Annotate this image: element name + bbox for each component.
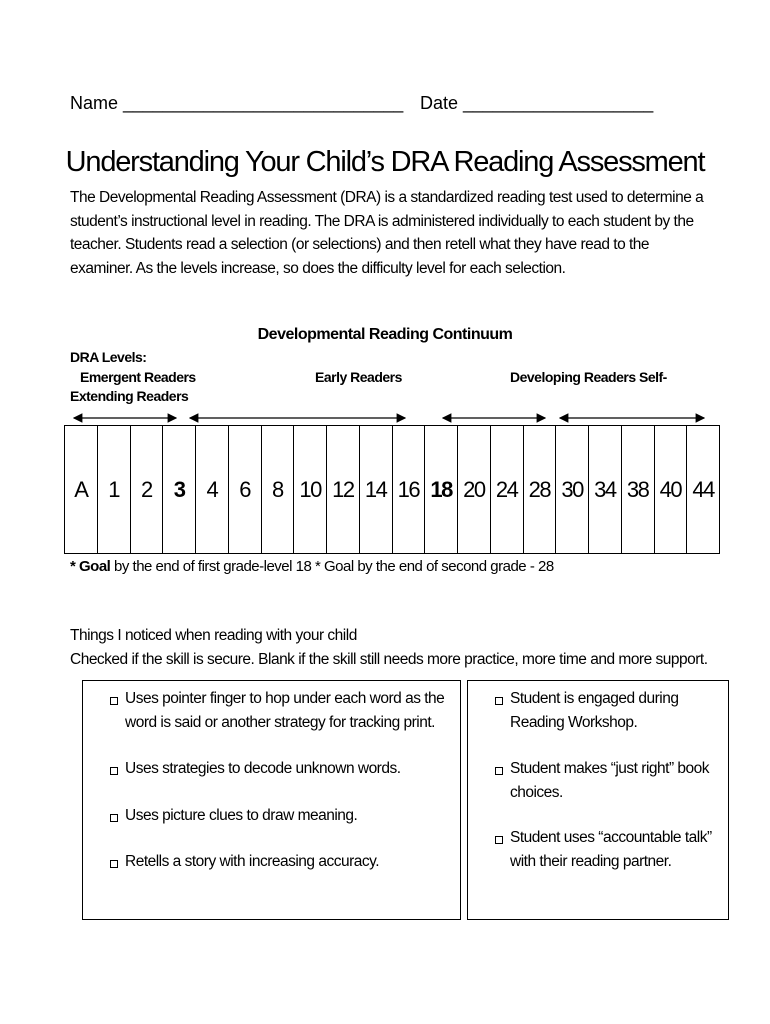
dra-level-cell: 12 xyxy=(327,426,360,554)
skill-text: Retells a story with increasing accuracy. xyxy=(125,853,380,870)
skill-item-left xyxy=(125,804,445,828)
dra-level-cell: A xyxy=(65,426,98,554)
noticed-instructions: Checked if the skill is secure. Blank if the skill still needs more practice, more time and more support. xyxy=(70,651,708,668)
dra-level-cell: 28 xyxy=(523,426,556,554)
dra-level-cell: 18 xyxy=(425,426,458,554)
skill-text: Student uses “accountable talk” with their reading partner. xyxy=(510,829,712,870)
dra-level-cell: 3 xyxy=(163,426,196,554)
dra-level-cell: 4 xyxy=(196,426,229,554)
goal-statement xyxy=(70,558,554,575)
skill-text: Uses pointer finger to hop under each word as the word is said or another strategy for tracking print. xyxy=(125,690,445,731)
skill-item-right xyxy=(510,826,722,873)
dra-level-cell: 44 xyxy=(687,426,720,554)
skills-box-right xyxy=(467,680,729,920)
noticed-heading: Things I noticed when reading with your child xyxy=(70,627,357,644)
skill-checkbox[interactable] xyxy=(110,814,118,822)
goal-details: by the end of first grade-level 18 * Goal by the end of second grade - 28 xyxy=(110,558,554,575)
stage-arrows xyxy=(0,408,770,426)
page-title: Understanding Your Child’s DRA Reading Assessment xyxy=(65,146,705,178)
dra-level-cell: 40 xyxy=(654,426,687,554)
dra-level-cell: 2 xyxy=(130,426,163,554)
dra-level-cell: 20 xyxy=(458,426,491,554)
skill-item-right xyxy=(510,757,722,804)
dra-levels-table xyxy=(64,425,720,554)
skill-checkbox[interactable] xyxy=(495,767,503,775)
dra-level-cell: 24 xyxy=(490,426,523,554)
dra-level-cell: 14 xyxy=(359,426,392,554)
continuum-heading: Developmental Reading Continuum xyxy=(257,326,513,343)
goal-keyword: * Goal xyxy=(70,558,111,575)
skill-item-left xyxy=(125,850,445,874)
dra-level-cell: 34 xyxy=(589,426,622,554)
skill-text: Uses strategies to decode unknown words. xyxy=(125,760,401,777)
dra-level-cell: 10 xyxy=(294,426,327,554)
stage-label-developing: Developing Readers Self- xyxy=(510,369,667,385)
skill-text: Uses picture clues to draw meaning. xyxy=(125,807,358,824)
dra-level-cell: 6 xyxy=(228,426,261,554)
dra-level-cell: 1 xyxy=(97,426,130,554)
dra-levels-label: DRA Levels: xyxy=(70,349,147,365)
intro-paragraph: The Developmental Reading Assessment (DRA) is a standardized reading test used to determine a student’s instructional level in reading. The DRA is administered individually to each student by the teacher. Students read a selection (or selections) and then retell what they have read to the examiner. As the levels increase, so does the difficulty level for each selection. xyxy=(70,189,704,277)
date-field-label: Date ___________________ xyxy=(420,93,654,113)
skill-checkbox[interactable] xyxy=(495,836,503,844)
skill-item-right xyxy=(510,687,722,734)
skill-item-left xyxy=(125,757,445,781)
skills-box-left xyxy=(82,680,461,920)
name-field-label: Name ____________________________ xyxy=(70,93,404,113)
skill-checkbox[interactable] xyxy=(110,767,118,775)
stage-label-emergent: Emergent Readers xyxy=(80,369,196,385)
dra-level-cell: 8 xyxy=(261,426,294,554)
skill-text: Student makes “just right” book choices. xyxy=(510,760,710,801)
skill-text: Student is engaged during Reading Workshop. xyxy=(510,690,679,731)
stage-label-extending: Extending Readers xyxy=(70,388,189,404)
dra-level-cell: 38 xyxy=(621,426,654,554)
dra-level-cell: 30 xyxy=(556,426,589,554)
dra-level-cell: 16 xyxy=(392,426,425,554)
skill-item-left xyxy=(125,687,445,734)
skill-checkbox[interactable] xyxy=(110,697,118,705)
stage-label-early: Early Readers xyxy=(315,369,402,385)
dra-levels-row xyxy=(65,426,720,554)
skill-checkbox[interactable] xyxy=(495,697,503,705)
skill-checkbox[interactable] xyxy=(110,860,118,868)
